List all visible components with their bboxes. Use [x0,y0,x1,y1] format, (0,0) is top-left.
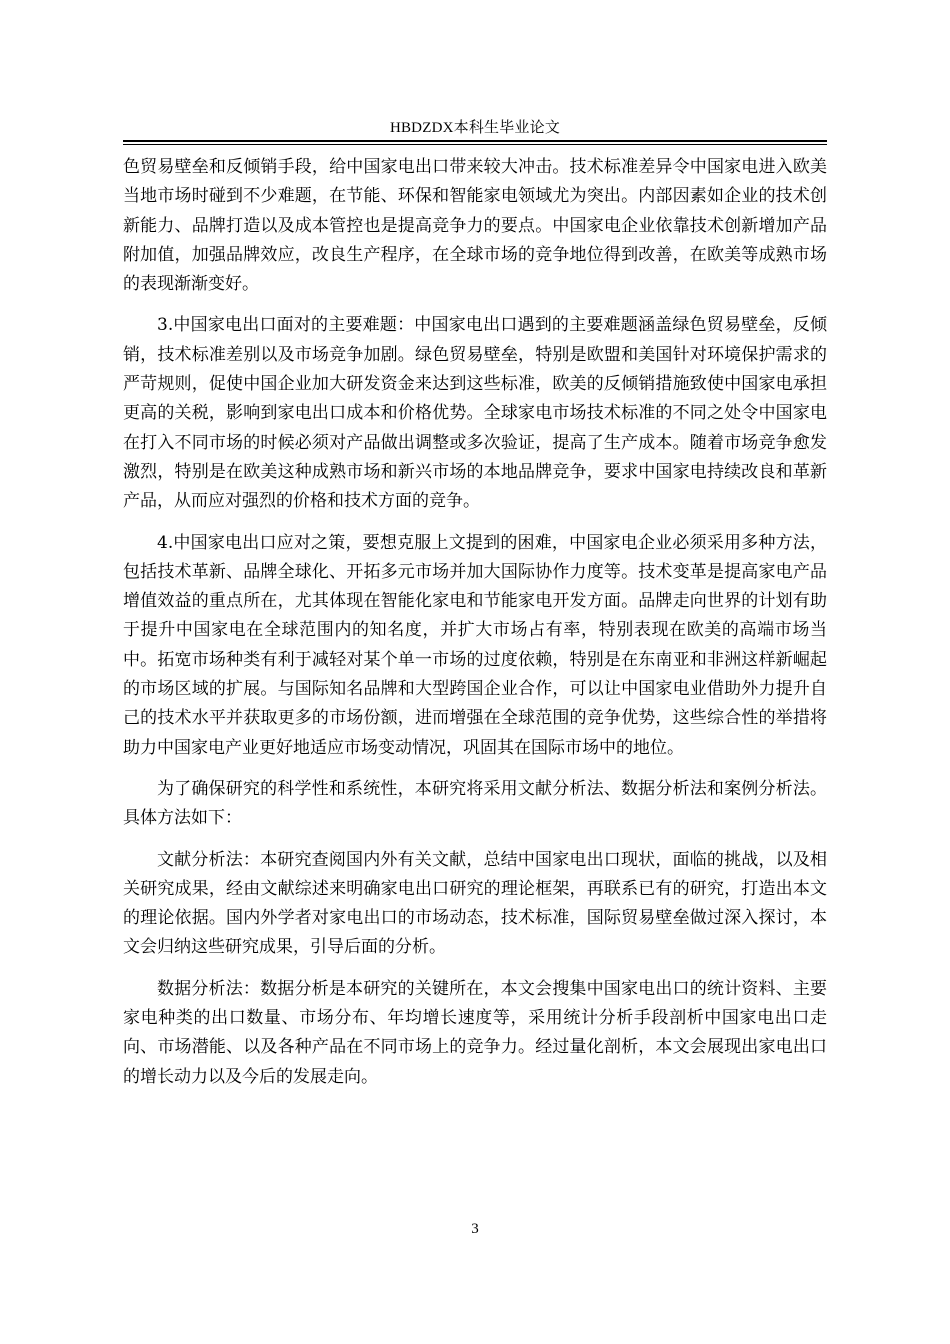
paragraph-research-methods: 为了确保研究的科学性和系统性，本研究将采用文献分析法、数据分析法和案例分析法。具体方法如下： [123,778,827,829]
paragraph-main-difficulties: 3.中国家电出口面对的主要难题：中国家电出口遇到的主要难题涵盖绿色贸易壁垒，反倾销，技术标准差别以及市场竞争加剧。绿色贸易壁垒，特别是欧盟和美国针对环境保护需求的严苛规则，促使中国企业加大研发资金来达到这些标准，欧美的反倾销措施致使中国家电承担更高的关税，影响到家电出口成本和价格优势。全球家电市场技术标准的不同之处令中国家电在打入不同市场的时候必须对产品做出调整或多次验证，提高了生产成本。随着市场竞争愈发激烈，特别是在欧美这种成熟市场和新兴市场的本地品牌竞争，要求中国家电持续改良和革新产品，从而应对强烈的价格和技术方面的竞争。 [123,315,827,512]
paragraph-countermeasures: 4.中国家电出口应对之策，要想克服上文提到的困难，中国家电企业必须采用多种方法，包括技术革新、品牌全球化、开拓多元市场并加大国际协作力度等。技术变革是提高家电产品增值效益的重点所在，尤其体现在智能化家电和节能家电开发方面。品牌走向世界的计划有助于提升中国家电在全球范围内的知名度，并扩大市场占有率，特别表现在欧美的高端市场当中。拓宽市场种类有利于减轻对某个单一市场的过度依赖，特别是在东南亚和非洲这样新崛起的市场区域的扩展。与国际知名品牌和大型跨国企业合作，可以让中国家电业借助外力提升自己的技术水平并获取更多的市场份额，进而增强在全球范围的竞争优势，这些综合性的举措将助力中国家电产业更好地适应市场变动情况，巩固其在国际市场中的地位。 [123,532,827,758]
running-header: HBDZDX本科生毕业论文 [389,120,561,136]
page-number: 3 [471,1221,479,1237]
header-rule-thick [123,140,827,142]
header-rule-thin [123,144,827,145]
paragraph-continuation: 色贸易壁垒和反倾销手段，给中国家电出口带来较大冲击。技术标准差异令中国家电进入欧美当地市场时碰到不少难题，在节能、环保和智能家电领域尤为突出。内部因素如企业的技术创新能力、品牌打造以及成本管控也是提高竞争力的要点。中国家电企业依靠技术创新增加产品附加值，加强品牌效应，改良生产程序，在全球市场的竞争地位得到改善，在欧美等成熟市场的表现渐渐变好。 [123,157,827,295]
body-text [123,153,827,1104]
paragraph-literature-analysis: 文献分析法：本研究查阅国内外有关文献，总结中国家电出口现状，面临的挑战，以及相关研究成果，经由文献综述来明确家电出口研究的理论框架，再联系已有的研究，打造出本文的理论依据。国内外学者对家电出口的市场动态，技术标准，国际贸易壁垒做过深入探讨，本文会归纳这些研究成果，引导后面的分析。 [123,849,827,958]
paragraph-data-analysis: 数据分析法：数据分析是本研究的关键所在，本文会搜集中国家电出口的统计资料、主要家电种类的出口数量、市场分布、年均增长速度等，采用统计分析手段剖析中国家电出口走向、市场潜能、以及各种产品在不同市场上的竞争力。经过量化剖析，本文会展现出家电出口的增长动力以及今后的发展走向。 [123,978,827,1087]
